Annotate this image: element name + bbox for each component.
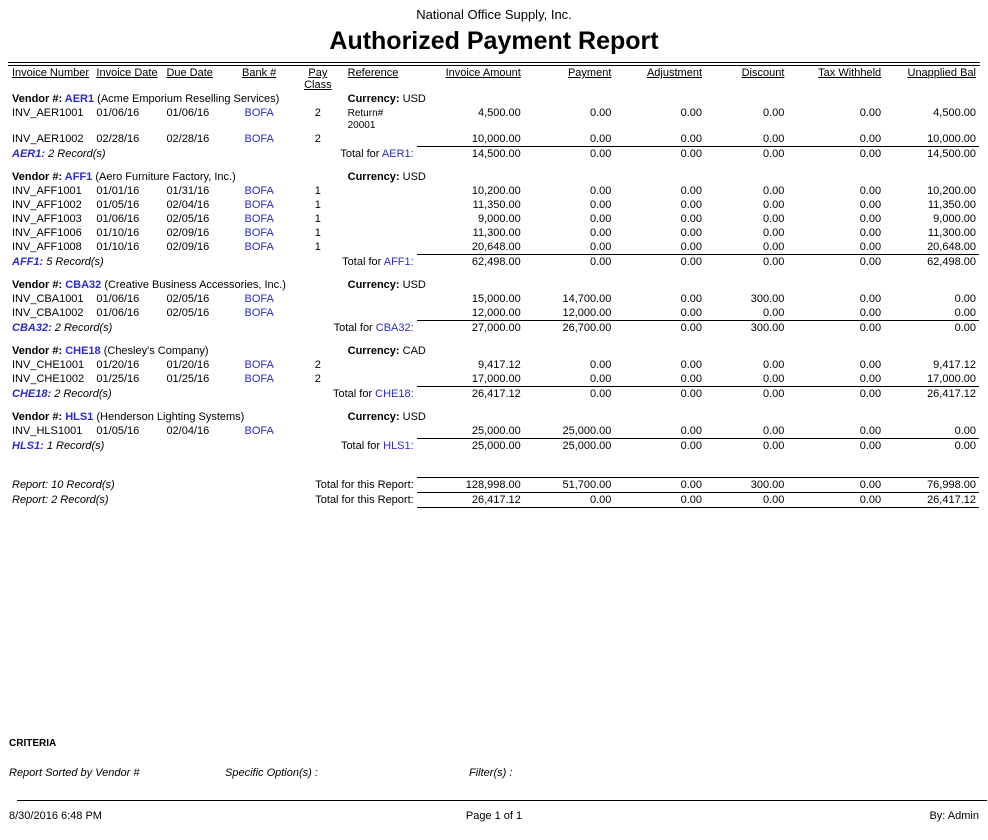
- vendor-header-row: [9, 170, 979, 184]
- report-groups: [9, 92, 979, 453]
- cell-due-date: 02/05/16: [166, 213, 210, 225]
- cell-reference: Return# 20001: [347, 108, 384, 131]
- vendor-total-payment: 0.00: [524, 147, 615, 162]
- vendor-total-unapplied-bal: 0.00: [884, 321, 979, 336]
- vendor-name: (Chesley's Company): [100, 345, 209, 357]
- table-row[interactable]: [9, 184, 979, 198]
- cell-invoice-number: INV_AER1002: [12, 133, 84, 145]
- cell-reference: [345, 212, 417, 226]
- cell-tax-withheld: 0.00: [859, 133, 882, 145]
- cell-due-date: 01/20/16: [166, 359, 210, 371]
- report-total-invoice-amount: 26,417.12: [417, 493, 524, 508]
- cell-adjustment: 0.00: [680, 107, 702, 119]
- cell-due-date: 01/31/16: [166, 185, 210, 197]
- cell-unapplied-bal: 0.00: [954, 293, 976, 305]
- vendor-total-discount: 0.00: [705, 147, 787, 162]
- vendor-total-unapplied-bal: 62,498.00: [884, 255, 979, 270]
- vendor-total-discount: 300.00: [705, 321, 787, 336]
- cell-discount: 300.00: [750, 293, 785, 305]
- footer-by: By: Admin: [929, 810, 979, 822]
- report-total-row: [9, 478, 979, 493]
- cell-pay-class: 2: [314, 359, 321, 371]
- vendor-total-row: [9, 321, 979, 336]
- report-title: Authorized Payment Report: [329, 27, 659, 55]
- cell-discount: 0.00: [762, 185, 785, 197]
- vendor-total-payment: 0.00: [524, 255, 615, 270]
- col-invoice-date: Invoice Date: [96, 67, 158, 79]
- cell-adjustment: 0.00: [680, 373, 702, 385]
- cell-bank[interactable]: BOFA: [244, 293, 274, 305]
- vendor-header-row: [9, 278, 979, 292]
- cell-bank[interactable]: BOFA: [244, 227, 274, 239]
- col-bank: Bank #: [242, 67, 277, 79]
- cell-invoice-amount: 20,648.00: [471, 241, 521, 253]
- cell-invoice-amount: 25,000.00: [471, 425, 521, 437]
- report-table: [9, 66, 979, 508]
- vendor-name: (Henderson Lighting Systems): [93, 411, 245, 423]
- cell-unapplied-bal: 11,300.00: [927, 227, 976, 239]
- group-spacer: [9, 269, 979, 278]
- cell-payment: 0.00: [589, 227, 612, 239]
- table-row[interactable]: [9, 226, 979, 240]
- cell-due-date: 02/05/16: [166, 307, 210, 319]
- report-total-payment: 51,700.00: [524, 478, 615, 493]
- cell-unapplied-bal: 10,200.00: [927, 185, 976, 197]
- cell-bank[interactable]: BOFA: [244, 241, 274, 253]
- cell-due-date: 01/25/16: [166, 373, 210, 385]
- cell-pay-class: [291, 292, 345, 306]
- table-row[interactable]: [9, 106, 979, 132]
- cell-invoice-amount: 9,000.00: [477, 213, 521, 225]
- vendor-total-adjustment: 0.00: [614, 321, 705, 336]
- cell-pay-class: [291, 424, 345, 439]
- vendor-total-unapplied-bal: 0.00: [884, 439, 979, 454]
- vendor-total-payment: 26,700.00: [524, 321, 615, 336]
- vendor-total-tax-withheld: 0.00: [787, 321, 884, 336]
- table-row[interactable]: [9, 198, 979, 212]
- col-pay-class: Pay Class: [304, 67, 332, 91]
- footer-divider: [17, 800, 987, 801]
- cell-due-date: 02/28/16: [166, 133, 210, 145]
- vendor-total-label: Total for HLS1:: [340, 439, 414, 452]
- vendor-id[interactable]: CHE18: [65, 345, 101, 357]
- cell-payment: 0.00: [589, 199, 612, 211]
- cell-invoice-number: INV_AFF1003: [12, 213, 82, 225]
- cell-adjustment: 0.00: [680, 425, 702, 437]
- cell-tax-withheld: 0.00: [859, 213, 882, 225]
- report-total-label: Total for this Report:: [315, 478, 414, 491]
- vendor-total-label: Total for CBA32:: [333, 321, 414, 334]
- report-total-invoice-amount: 128,998.00: [417, 478, 524, 493]
- cell-payment: 25,000.00: [562, 425, 612, 437]
- cell-unapplied-bal: 11,350.00: [927, 199, 976, 211]
- table-row[interactable]: [9, 424, 979, 439]
- cell-tax-withheld: 0.00: [859, 373, 882, 385]
- company-name: National Office Supply, Inc.: [416, 7, 572, 22]
- cell-invoice-date: 01/06/16: [96, 107, 140, 119]
- table-row[interactable]: [9, 372, 979, 387]
- cell-adjustment: 0.00: [680, 241, 702, 253]
- cell-reference: [345, 240, 417, 255]
- vendor-record-count: HLS1: 1 Record(s): [12, 439, 105, 452]
- cell-reference: [345, 184, 417, 198]
- report-total-discount: 0.00: [705, 493, 787, 508]
- vendor-label: Vendor #: HLS1 (Henderson Lighting Systems): [12, 411, 245, 423]
- cell-invoice-amount: 12,000.00: [471, 307, 521, 319]
- vendor-total-row: [9, 387, 979, 402]
- cell-invoice-date: 01/20/16: [96, 359, 140, 371]
- vendor-total-adjustment: 0.00: [614, 147, 705, 162]
- cell-bank[interactable]: BOFA: [244, 133, 274, 145]
- report-total-unapplied-bal: 76,998.00: [884, 478, 979, 493]
- cell-due-date: 02/04/16: [166, 199, 210, 211]
- table-row[interactable]: [9, 212, 979, 226]
- cell-bank[interactable]: BOFA: [244, 373, 274, 385]
- cell-adjustment: 0.00: [680, 293, 702, 305]
- cell-reference: [345, 226, 417, 240]
- vendor-label: Vendor #: CBA32 (Creative Business Accessories, Inc.): [12, 279, 286, 291]
- cell-pay-class: 1: [314, 199, 321, 211]
- cell-payment: 14,700.00: [562, 293, 612, 305]
- cell-tax-withheld: 0.00: [859, 199, 882, 211]
- cell-payment: 0.00: [589, 359, 612, 371]
- vendor-total-discount: 0.00: [705, 439, 787, 454]
- cell-invoice-amount: 4,500.00: [477, 107, 521, 119]
- cell-invoice-number: INV_CBA1001: [12, 293, 84, 305]
- cell-bank[interactable]: BOFA: [244, 107, 274, 119]
- vendor-total-adjustment: 0.00: [614, 255, 705, 270]
- cell-discount: 0.00: [762, 213, 785, 225]
- cell-invoice-date: 01/06/16: [96, 307, 140, 319]
- cell-invoice-date: 01/10/16: [96, 227, 140, 239]
- cell-reference: [345, 132, 417, 147]
- cell-bank[interactable]: BOFA: [244, 425, 274, 437]
- cell-due-date: 02/09/16: [166, 241, 210, 253]
- criteria-filters: Filter(s) :: [469, 767, 513, 779]
- vendor-total-adjustment: 0.00: [614, 387, 705, 402]
- vendor-total-unapplied-bal: 14,500.00: [884, 147, 979, 162]
- cell-invoice-date: 02/28/16: [96, 133, 140, 145]
- vendor-total-tax-withheld: 0.00: [787, 255, 884, 270]
- totals-spacer: [9, 453, 979, 478]
- vendor-total-tax-withheld: 0.00: [787, 387, 884, 402]
- cell-tax-withheld: 0.00: [859, 293, 882, 305]
- cell-invoice-amount: 11,300.00: [472, 227, 521, 239]
- cell-pay-class: 2: [314, 373, 321, 385]
- report-total-adjustment: 0.00: [614, 478, 705, 493]
- cell-invoice-number: INV_HLS1001: [12, 425, 83, 437]
- cell-tax-withheld: 0.00: [859, 359, 882, 371]
- criteria-heading: CRITERIA: [9, 738, 57, 749]
- cell-adjustment: 0.00: [680, 185, 702, 197]
- cell-adjustment: 0.00: [680, 307, 702, 319]
- cell-unapplied-bal: 0.00: [954, 307, 976, 319]
- group-spacer: [9, 161, 979, 170]
- vendor-total-label: Total for CHE18:: [332, 387, 414, 400]
- cell-invoice-number: INV_CBA1002: [12, 307, 84, 319]
- report-total-discount: 300.00: [705, 478, 787, 493]
- vendor-label: Vendor #: CHE18 (Chesley's Company): [12, 345, 209, 357]
- footer-page: Page 1 of 1: [465, 810, 523, 822]
- cell-tax-withheld: 0.00: [859, 227, 882, 239]
- cell-discount: 0.00: [762, 133, 785, 145]
- cell-discount: 0.00: [762, 241, 785, 253]
- report-total-unapplied-bal: 26,417.12: [884, 493, 979, 508]
- cell-tax-withheld: 0.00: [859, 185, 882, 197]
- cell-invoice-date: 01/06/16: [96, 213, 140, 225]
- cell-tax-withheld: 0.00: [859, 107, 882, 119]
- cell-invoice-amount: 10,200.00: [471, 185, 521, 197]
- table-row[interactable]: [9, 132, 979, 147]
- report-total-row: [9, 493, 979, 508]
- vendor-id[interactable]: AFF1: [64, 171, 93, 183]
- vendor-total-row: [9, 147, 979, 162]
- cell-tax-withheld: 0.00: [859, 425, 882, 437]
- report-record-count: Report: 2 Record(s): [12, 493, 109, 506]
- cell-payment: 0.00: [589, 133, 612, 145]
- col-invoice-number: Invoice Number: [12, 67, 90, 79]
- cell-unapplied-bal: 4,500.00: [933, 107, 976, 119]
- cell-invoice-amount: 11,350.00: [472, 199, 521, 211]
- cell-reference: [345, 198, 417, 212]
- cell-adjustment: 0.00: [680, 359, 702, 371]
- cell-pay-class: [291, 306, 345, 321]
- cell-unapplied-bal: 17,000.00: [927, 373, 976, 385]
- vendor-total-discount: 0.00: [705, 387, 787, 402]
- vendor-total-tax-withheld: 0.00: [787, 439, 884, 454]
- col-discount: Discount: [741, 67, 785, 79]
- vendor-name: (Acme Emporium Reselling Services): [94, 93, 280, 105]
- vendor-id[interactable]: CBA32: [65, 279, 102, 291]
- table-header-row: [9, 66, 979, 92]
- criteria-sorted-by: Report Sorted by Vendor #: [9, 767, 140, 779]
- cell-discount: 0.00: [762, 199, 785, 211]
- col-invoice-amount: Invoice Amount: [445, 67, 521, 79]
- table-row[interactable]: [9, 358, 979, 372]
- cell-invoice-date: 01/06/16: [96, 293, 140, 305]
- cell-tax-withheld: 0.00: [859, 307, 882, 319]
- table-row[interactable]: [9, 240, 979, 255]
- vendor-currency: Currency: CAD: [347, 345, 426, 357]
- cell-payment: 0.00: [589, 107, 612, 119]
- criteria-specific-option: Specific Option(s) :: [225, 767, 318, 779]
- cell-reference: [345, 306, 417, 321]
- table-row[interactable]: [9, 306, 979, 321]
- vendor-total-label: Total for AFF1:: [342, 255, 414, 268]
- cell-invoice-date: 01/05/16: [96, 425, 140, 437]
- col-payment: Payment: [567, 67, 612, 79]
- vendor-record-count: CBA32: 2 Record(s): [12, 321, 113, 334]
- vendor-record-count: AER1: 2 Record(s): [12, 147, 106, 160]
- cell-bank[interactable]: BOFA: [244, 185, 274, 197]
- vendor-total-unapplied-bal: 26,417.12: [884, 387, 979, 402]
- vendor-total-row: [9, 255, 979, 270]
- cell-unapplied-bal: 9,417.12: [933, 359, 976, 371]
- cell-invoice-number: INV_CHE1002: [12, 373, 85, 385]
- vendor-total-invoice-amount: 27,000.00: [417, 321, 524, 336]
- col-due-date: Due Date: [166, 67, 213, 79]
- cell-invoice-number: INV_AFF1006: [12, 227, 82, 239]
- cell-pay-class: 1: [314, 241, 321, 253]
- cell-invoice-number: INV_AFF1008: [12, 241, 82, 253]
- vendor-total-adjustment: 0.00: [614, 439, 705, 454]
- col-reference: Reference: [347, 67, 399, 79]
- cell-pay-class: 2: [314, 107, 321, 119]
- cell-bank[interactable]: BOFA: [244, 307, 274, 319]
- col-adjustment: Adjustment: [646, 67, 702, 79]
- vendor-total-invoice-amount: 26,417.12: [417, 387, 524, 402]
- report-total-label: Total for this Report:: [315, 493, 414, 506]
- cell-discount: 0.00: [762, 373, 785, 385]
- vendor-total-invoice-amount: 25,000.00: [417, 439, 524, 454]
- cell-due-date: 02/04/16: [166, 425, 210, 437]
- cell-invoice-number: INV_AFF1001: [12, 185, 82, 197]
- vendor-currency: Currency: USD: [347, 279, 426, 291]
- cell-discount: 0.00: [762, 425, 785, 437]
- vendor-total-payment: 25,000.00: [524, 439, 615, 454]
- cell-payment: 0.00: [589, 241, 612, 253]
- table-row[interactable]: [9, 292, 979, 306]
- cell-payment: 12,000.00: [562, 307, 612, 319]
- cell-invoice-date: 01/01/16: [96, 185, 140, 197]
- cell-invoice-date: 01/05/16: [96, 199, 140, 211]
- cell-adjustment: 0.00: [680, 199, 702, 211]
- vendor-header-row: [9, 410, 979, 424]
- vendor-total-tax-withheld: 0.00: [787, 147, 884, 162]
- vendor-id[interactable]: AER1: [64, 93, 95, 105]
- vendor-total-payment: 0.00: [524, 387, 615, 402]
- cell-due-date: 01/06/16: [166, 107, 210, 119]
- cell-invoice-amount: 17,000.00: [471, 373, 521, 385]
- cell-payment: 0.00: [589, 373, 612, 385]
- cell-invoice-date: 01/25/16: [96, 373, 140, 385]
- report-total-tax-withheld: 0.00: [787, 493, 884, 508]
- cell-reference: [345, 372, 417, 387]
- vendor-record-count: AFF1: 5 Record(s): [12, 255, 104, 268]
- vendor-record-count: CHE18: 2 Record(s): [12, 387, 112, 400]
- col-tax-withheld: Tax Withheld: [818, 67, 882, 79]
- cell-bank[interactable]: BOFA: [244, 199, 274, 211]
- report-total-payment: 0.00: [524, 493, 615, 508]
- cell-adjustment: 0.00: [680, 213, 702, 225]
- cell-adjustment: 0.00: [680, 227, 702, 239]
- cell-due-date: 02/09/16: [166, 227, 210, 239]
- vendor-label: Vendor #: AFF1 (Aero Furniture Factory, Inc.): [12, 171, 236, 183]
- report-grand-totals: [9, 453, 979, 508]
- cell-payment: 0.00: [589, 213, 612, 225]
- cell-unapplied-bal: 20,648.00: [927, 241, 976, 253]
- vendor-name: (Aero Furniture Factory, Inc.): [92, 171, 236, 183]
- cell-invoice-amount: 10,000.00: [471, 133, 521, 145]
- group-spacer: [9, 335, 979, 344]
- cell-discount: 0.00: [762, 227, 785, 239]
- vendor-total-label: Total for AER1:: [340, 147, 414, 160]
- cell-payment: 0.00: [589, 185, 612, 197]
- cell-pay-class: 1: [314, 213, 321, 225]
- cell-bank[interactable]: BOFA: [244, 359, 274, 371]
- cell-due-date: 02/05/16: [166, 293, 210, 305]
- vendor-total-discount: 0.00: [705, 255, 787, 270]
- cell-invoice-amount: 15,000.00: [471, 293, 521, 305]
- col-unapplied-bal: Unapplied Bal: [907, 67, 976, 79]
- cell-adjustment: 0.00: [680, 133, 702, 145]
- vendor-currency: Currency: USD: [347, 411, 426, 423]
- vendor-header-row: [9, 92, 979, 106]
- vendor-name: (Creative Business Accessories, Inc.): [101, 279, 286, 291]
- cell-discount: 0.00: [762, 107, 785, 119]
- cell-unapplied-bal: 0.00: [954, 425, 976, 437]
- cell-discount: 0.00: [762, 307, 785, 319]
- vendor-id[interactable]: HLS1: [65, 411, 94, 423]
- cell-invoice-amount: 9,417.12: [477, 359, 521, 371]
- cell-invoice-date: 01/10/16: [96, 241, 140, 253]
- group-spacer: [9, 401, 979, 410]
- report-record-count: Report: 10 Record(s): [12, 478, 115, 491]
- cell-unapplied-bal: 10,000.00: [927, 133, 976, 145]
- cell-bank[interactable]: BOFA: [244, 213, 274, 225]
- report-total-tax-withheld: 0.00: [787, 478, 884, 493]
- cell-reference: [345, 358, 417, 372]
- vendor-total-invoice-amount: 14,500.00: [417, 147, 524, 162]
- cell-invoice-number: INV_AER1001: [12, 107, 84, 119]
- cell-pay-class: 1: [314, 227, 321, 239]
- cell-tax-withheld: 0.00: [859, 241, 882, 253]
- cell-unapplied-bal: 9,000.00: [933, 213, 976, 225]
- vendor-currency: Currency: USD: [347, 93, 426, 105]
- cell-pay-class: 2: [314, 133, 321, 145]
- vendor-currency: Currency: USD: [347, 171, 426, 183]
- cell-reference: [345, 292, 417, 306]
- vendor-total-row: [9, 439, 979, 454]
- cell-invoice-number: INV_CHE1001: [12, 359, 85, 371]
- cell-reference: [345, 424, 417, 439]
- vendor-header-row: [9, 344, 979, 358]
- vendor-label: Vendor #: AER1 (Acme Emporium Reselling Services): [12, 93, 280, 105]
- footer-timestamp: 8/30/2016 6:48 PM: [9, 810, 102, 822]
- vendor-total-invoice-amount: 62,498.00: [417, 255, 524, 270]
- cell-invoice-number: INV_AFF1002: [12, 199, 82, 211]
- cell-discount: 0.00: [762, 359, 785, 371]
- report-total-adjustment: 0.00: [614, 493, 705, 508]
- cell-pay-class: 1: [314, 185, 321, 197]
